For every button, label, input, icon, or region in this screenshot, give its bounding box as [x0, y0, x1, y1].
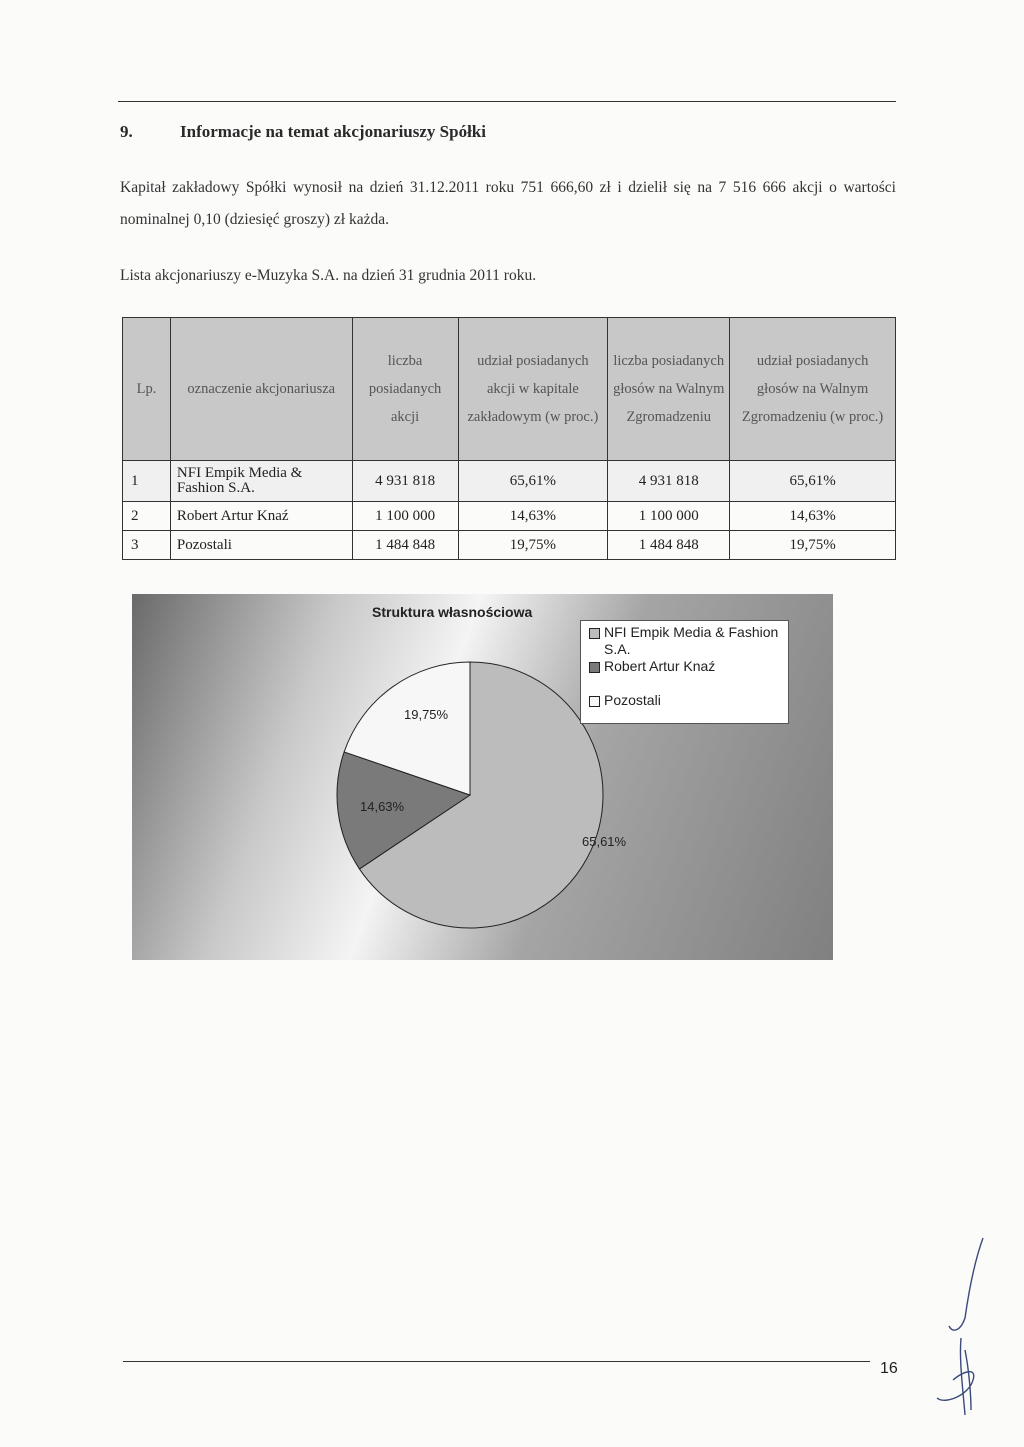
cell-votes: 1 484 848: [608, 531, 730, 560]
cell-votes: 1 100 000: [608, 502, 730, 531]
legend-label: Robert Artur Knaź: [604, 658, 716, 674]
cell-vote-share: 14,63%: [730, 502, 896, 531]
cell-vote-share: 65,61%: [730, 461, 896, 502]
cell-lp: 3: [123, 531, 171, 560]
section-number: 9.: [120, 122, 133, 141]
cell-capital-share: 65,61%: [458, 461, 608, 502]
header-votes: liczba posiadanych głosów na Walnym Zgromadzeniu: [608, 318, 730, 461]
list-intro-paragraph: Lista akcjonariuszy e-Muzyka S.A. na dzień 31 grudnia 2011 roku.: [120, 267, 537, 284]
signature-mark: [925, 1230, 995, 1420]
cell-capital-share: 19,75%: [458, 531, 608, 560]
legend-label: NFI Empik Media & Fashion S.A.: [604, 624, 779, 657]
pie-label-2: 19,75%: [404, 707, 449, 722]
capital-paragraph: Kapitał zakładowy Spółki wynosił na dzień 31.12.2011 roku 751 666,60 zł i dzielił się na 7 516 666 akcji o wartości nominalnej 0,10 (dziesięć groszy) zł każda.: [120, 179, 896, 228]
table-header-row: [123, 318, 896, 461]
table-row: [123, 461, 896, 502]
section-heading: [120, 122, 486, 142]
cell-name: Robert Artur Knaź: [170, 502, 352, 531]
section-title: Informacje na temat akcjonariuszy Spółki: [180, 122, 486, 141]
legend-swatch-0: [589, 628, 600, 639]
pie-label-0: 65,61%: [582, 834, 627, 849]
legend-label: Pozostali: [604, 692, 661, 708]
top-rule: [118, 101, 896, 102]
chart-legend: [580, 620, 789, 724]
page-number: 16: [880, 1360, 898, 1377]
legend-swatch-2: [589, 696, 600, 707]
cell-vote-share: 19,75%: [730, 531, 896, 560]
header-vote-share: udział posiadanych głosów na Walnym Zgromadzeniu (w proc.): [730, 318, 896, 461]
cell-name: Pozostali: [170, 531, 352, 560]
shareholders-table: [122, 317, 896, 560]
legend-item: [589, 658, 715, 675]
cell-votes: 4 931 818: [608, 461, 730, 502]
cell-shares: 1 484 848: [352, 531, 458, 560]
legend-swatch-1: [589, 662, 600, 673]
table-row: [123, 531, 896, 560]
header-lp: Lp.: [123, 318, 171, 461]
header-capital-share: udział posiadanych akcji w kapitale zakładowym (w proc.): [458, 318, 608, 461]
cell-shares: 1 100 000: [352, 502, 458, 531]
header-name: oznaczenie akcjonariusza: [170, 318, 352, 461]
cell-lp: 2: [123, 502, 171, 531]
legend-item: [589, 624, 779, 658]
cell-capital-share: 14,63%: [458, 502, 608, 531]
bottom-rule: [123, 1361, 870, 1362]
legend-item: [589, 692, 661, 709]
ownership-pie-chart: [132, 594, 833, 960]
pie-label-1: 14,63%: [360, 799, 405, 814]
cell-name: NFI Empik Media & Fashion S.A.: [170, 461, 352, 502]
chart-title: Struktura własnościowa: [372, 604, 533, 620]
cell-shares: 4 931 818: [352, 461, 458, 502]
cell-lp: 1: [123, 461, 171, 502]
table-row: [123, 502, 896, 531]
header-shares: liczba posiadanych akcji: [352, 318, 458, 461]
